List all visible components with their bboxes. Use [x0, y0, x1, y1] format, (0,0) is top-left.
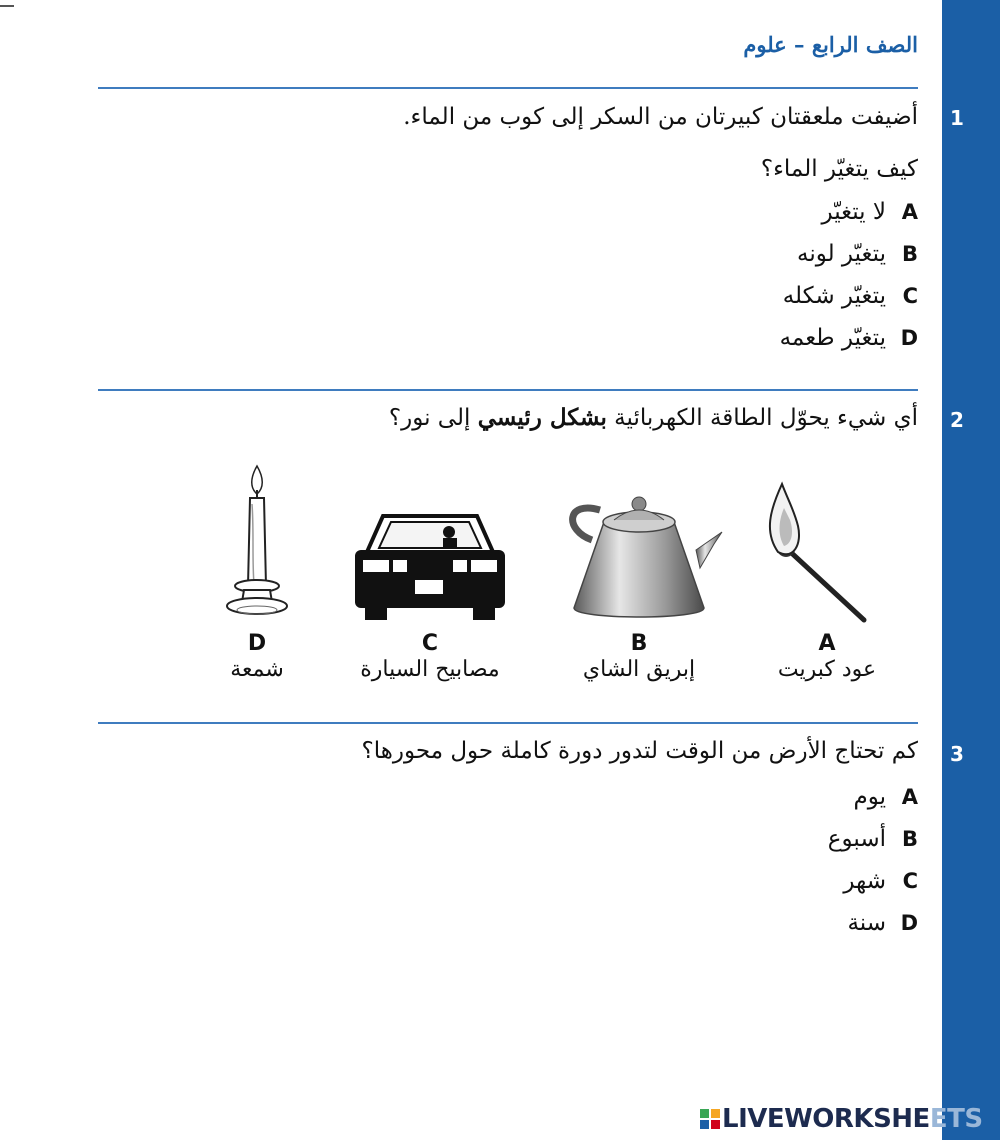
match-icon — [742, 460, 912, 632]
stem-part: أي شيء يحوّل الطاقة الكهربائية — [606, 405, 918, 431]
teapot-icon — [554, 460, 724, 632]
option-text: لا يتغيّر — [821, 199, 886, 225]
q2-option-d[interactable] — [172, 460, 342, 684]
stem-part: إلى نور؟ — [388, 405, 478, 431]
side-bar — [942, 0, 1000, 1140]
option-letter: B — [901, 242, 918, 266]
question-2-stem — [389, 404, 918, 431]
divider — [98, 87, 918, 89]
option-letter: D — [900, 911, 918, 935]
q2-option-c[interactable] — [345, 460, 515, 684]
option-text: شهر — [843, 868, 886, 894]
option-text: يتغيّر طعمه — [779, 325, 886, 351]
option-letter: D — [247, 631, 267, 656]
question-1-stem: أضيفت ملعقتان كبيرتان من السكر إلى كوب من الماء. — [403, 104, 918, 130]
q1-option-d[interactable] — [780, 325, 918, 351]
logo-icon — [700, 1109, 720, 1129]
option-text: يتغيّر شكله — [782, 283, 886, 309]
logo-text-faded: ETS — [929, 1104, 983, 1134]
divider — [98, 722, 918, 724]
option-text: أسبوع — [827, 826, 886, 852]
q2-option-a[interactable] — [742, 460, 912, 684]
q2-option-b[interactable] — [554, 460, 724, 684]
option-letter: A — [901, 200, 918, 224]
option-letter: B — [630, 631, 648, 656]
option-letter: A — [901, 785, 918, 809]
option-letter: C — [421, 631, 439, 656]
option-label: شمعة — [230, 657, 284, 682]
option-letter: B — [901, 827, 918, 851]
option-text: يتغيّر لونه — [796, 241, 886, 267]
q1-option-a[interactable] — [822, 199, 919, 225]
option-label: عود كبريت — [777, 657, 877, 682]
question-number-1: 1 — [950, 106, 964, 130]
option-label: إبريق الشاي — [582, 657, 696, 682]
candle-icon — [172, 460, 342, 632]
stem-emphasis: بشكل رئيسي — [477, 404, 607, 431]
option-text: سنة — [847, 910, 886, 936]
option-letter: A — [818, 631, 836, 656]
divider — [98, 389, 918, 391]
option-letter: C — [902, 869, 918, 893]
question-number-2: 2 — [950, 408, 964, 432]
q3-option-c[interactable] — [843, 868, 918, 894]
q3-option-d[interactable] — [847, 910, 918, 936]
option-label: مصابيح السيارة — [360, 657, 500, 682]
liveworksheets-logo — [700, 1104, 983, 1134]
question-3-stem: كم تحتاج الأرض من الوقت لتدور دورة كاملة حول محورها؟ — [361, 738, 918, 764]
option-letter: C — [902, 284, 918, 308]
q3-option-b[interactable] — [828, 826, 918, 852]
q1-option-c[interactable] — [783, 283, 918, 309]
option-text: يوم — [853, 784, 886, 810]
page-title: الصف الرابع – علوم — [743, 32, 918, 57]
q3-option-a[interactable] — [853, 784, 918, 810]
question-number-3: 3 — [950, 742, 964, 766]
logo-text: LIVEWORKSHE — [722, 1104, 930, 1134]
q1-option-b[interactable] — [797, 241, 918, 267]
option-letter: D — [900, 326, 918, 350]
corner-mark — [0, 5, 14, 7]
car-icon — [345, 460, 515, 632]
question-1-prompt: كيف يتغيّر الماء؟ — [760, 156, 918, 182]
